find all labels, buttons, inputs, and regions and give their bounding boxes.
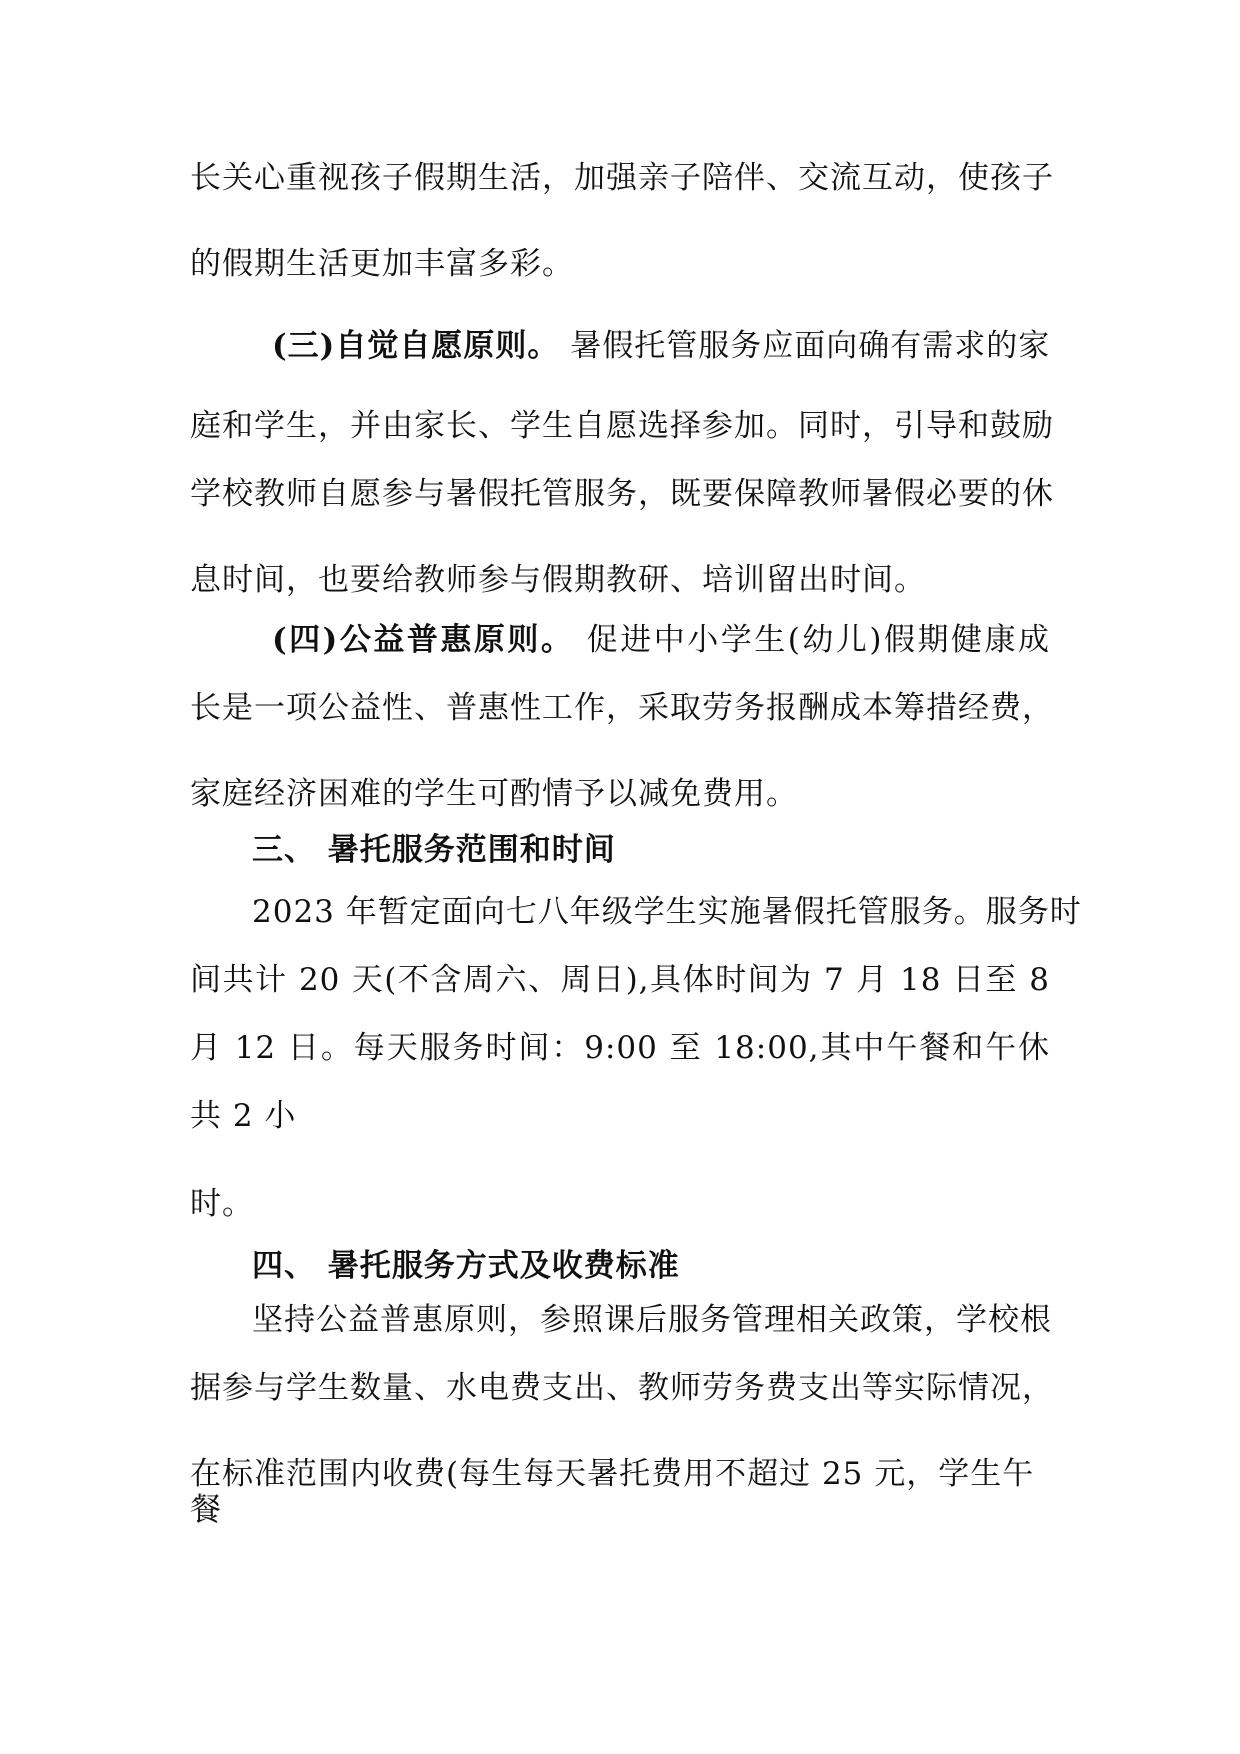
principle-three-line (272, 326, 1050, 366)
principle-four-line (272, 620, 1050, 660)
paragraph-line: 2023 年暂定面向七八年级学生实施暑假托管服务。服务时 (252, 894, 1082, 930)
paragraph-line: 时。 (190, 1186, 254, 1222)
paragraph-line: 学校教师自愿参与暑假托管服务，既要保障教师暑假必要的休 (190, 476, 1054, 512)
paragraph-line: 的假期生活更加丰富多彩。 (190, 246, 574, 282)
section-heading-four: 四、 暑托服务方式及收费标准 (252, 1248, 680, 1284)
paragraph-line: 月 12 日。每天服务时间：9:00 至 18:00,其中午餐和午休 (190, 1030, 1050, 1066)
paragraph-line: 庭和学生，并由家长、学生自愿选择参加。同时，引导和鼓励 (190, 408, 1054, 444)
paragraph-line: 家庭经济困难的学生可酌情予以减免费用。 (190, 776, 798, 812)
principle-four-heading: (四)公益普惠原则。 (272, 622, 575, 658)
principle-four-text: 促进中小学生(幼儿)假期健康成 (574, 622, 1050, 658)
paragraph-line: 长关心重视孩子假期生活，加强亲子陪伴、交流互动，使孩子 (190, 160, 1054, 196)
paragraph-line: 共 2 小 (190, 1098, 297, 1134)
paragraph-line: 间共计 20 天(不含周六、周日),具体时间为 7 月 18 日至 8 (190, 962, 1050, 998)
section-heading-three: 三、 暑托服务范围和时间 (252, 832, 616, 868)
principle-three-text: 暑假托管服务应面向确有需求的家 (559, 328, 1051, 364)
paragraph-line: 在标准范围内收费(每生每天暑托费用不超过 25 元，学生午 (190, 1456, 1035, 1492)
principle-three-heading: (三)自觉自愿原则。 (272, 328, 560, 364)
paragraph-line: 据参与学生数量、水电费支出、教师劳务费支出等实际情况， (190, 1370, 1054, 1406)
paragraph-line: 坚持公益普惠原则，参照课后服务管理相关政策，学校根 (252, 1302, 1052, 1338)
paragraph-line: 餐 (190, 1492, 222, 1528)
paragraph-line: 长是一项公益性、普惠性工作，采取劳务报酬成本筹措经费， (190, 690, 1054, 726)
paragraph-line: 息时间，也要给教师参与假期教研、培训留出时间。 (190, 562, 926, 598)
